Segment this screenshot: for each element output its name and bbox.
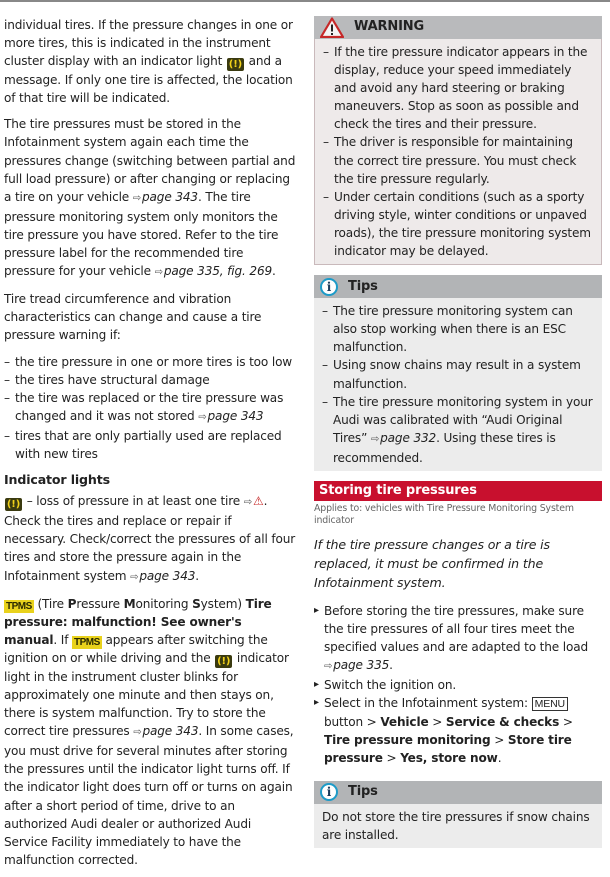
warning-header [314,16,602,39]
text: appears after switching the ignition on or while driving and the [4,632,268,665]
list-item: – The driver is responsible for maintaining the correct tire pressure. You must check the tire pressure regularly. [323,133,593,187]
separator: > [562,714,573,729]
text: Before storing the tire pressures, make sure the tire pressures of all four tires meet the specified values and are adapted to the load [324,603,588,655]
section-intro: If the tire pressure changes or a tire is replaced, it must be confirmed in the Infotainment system. [314,536,550,590]
arrow-right-icon: ⇨ [243,497,253,509]
menu-path-confirm: Yes, store now [400,750,498,765]
page-link[interactable]: page 343 [207,408,264,423]
page-link[interactable]: page 343 [139,568,196,583]
text: P [67,596,77,611]
menu-path-service: Service & checks [445,714,560,729]
list-item: – tires that are only partially used are replaced with new tires [4,427,296,463]
top-rule [0,0,610,2]
list-item [322,393,594,467]
text: . The tire pressure monitoring system only monitors the tire pressure you have stored. Refer to the tire pressure label for the recommended tire pressure for your vehicle [4,189,279,279]
text: . [195,568,199,583]
list-item [4,389,296,427]
text: . Check the tires and replace or repair if necessary. Check/correct the pressures of all four tires and store the pressure again in the Infotainment system [4,494,296,583]
text: . [389,658,393,673]
text: and a message. If only one tire is affected, the location of that tire will be indicated. [4,54,293,106]
tips-body: Do not store the tire pressures if snow chains are installed. [314,804,602,848]
tips-box [314,275,602,471]
warning-list [323,43,593,260]
page-link[interactable]: page 343 [142,724,199,739]
text: . Using these tires is recommended. [333,430,556,465]
page-link[interactable]: page 335, fig. 269 [163,264,273,279]
list-item: – If the tire pressure indicator appears in the display, reduce your speed immediately and avoid any hard steering or braking maneuvers. Stop as soon as possible and check the tires and their pressure. [323,43,593,133]
text: the tire was replaced or the tire pressure was changed and it was not stored [15,390,284,423]
menu-path-monitoring: Tire pressure monitoring [324,732,491,747]
menu-path-store: Store tire pressure [324,732,572,765]
step-item: ▸ Switch the ignition on. [314,676,602,694]
tips-box-2 [314,781,602,848]
tips-title: Tips [348,784,378,800]
tips-title: Tips [348,278,378,294]
warning-box [314,16,602,265]
paragraph-tread: Tire tread circumference and vibration characteristics can change and cause a tire pressure warning if: [4,292,262,343]
tire-pressure-light-icon: (!) [6,499,21,511]
applies-to-note: Applies to: vehicles with Tire Pressure Monitoring System indicator [314,502,574,526]
text: . [497,750,502,765]
text: Select in the Infotainment system: [324,696,528,711]
text: individual tires. If the pressure changes in one or more tires, this is indicated in the instrument cluster display with an indicator light [4,18,293,69]
paragraph-tpms-malfunction [4,595,296,869]
section-heading: Storing tire pressures [314,481,602,501]
tire-pressure-light-icon: (!) [217,655,231,667]
arrow-right-icon: ⇨ [370,433,380,445]
heading-indicator-lights: Indicator lights [4,472,110,488]
arrow-right-icon: ⇨ [133,727,142,739]
separator: > [494,732,505,747]
text: button > [324,714,377,729]
warning-triangle-icon [320,17,344,38]
list-item: – the tire pressure in one or more tires is too low [4,353,296,371]
tpms-badge-icon: TPMS [6,600,32,612]
warning-triangle-icon: ⚠ [253,494,264,509]
tire-pressure-light-icon: (!) [228,59,243,71]
tips-header [314,781,602,804]
step-item [314,602,602,676]
step-item [314,694,602,766]
arrow-right-icon: ⇨ [154,267,163,279]
warning-title: WARNING [354,19,425,35]
text: S [192,596,201,611]
conditions-list [4,353,296,464]
menu-button-key: MENU [532,697,568,711]
arrow-right-icon: ⇨ [130,571,139,583]
page-link[interactable]: page 335 [333,658,390,673]
tips-body [314,298,602,471]
tips-list [322,302,594,467]
text: onitoring [135,596,193,611]
list-item: – the tires have structural damage [4,371,296,389]
text: . In some cases, you must drive for several minutes after storing the pressures until the indicator light turns off. If the indicator light does turn off or turns on again after a short period of time, drive to an authorized Audi dealer or authorized Audi Service Facility immediately to have the malfunction corrected. [4,724,294,867]
warning-body [314,39,602,265]
info-icon: i [320,278,338,296]
text: ressure [76,596,124,611]
text: . If [53,632,69,647]
separator: > [386,750,397,765]
menu-path-vehicle: Vehicle [380,714,429,729]
tips-header [314,275,602,298]
steps-list [314,602,602,767]
list-item: – Using snow chains may result in a system malfunction. [322,356,594,392]
arrow-right-icon: ⇨ [132,192,142,204]
message-text: Tire pressure: malfunction! See owner's manual [4,596,272,647]
paragraph-light-loss [4,492,296,586]
paragraph-store-pressures [4,115,296,282]
page-link[interactable]: page 343 [142,189,198,204]
text: The tire pressures must be stored in the Infotainment system again each time the pressures change (switching between partial and full load pressure) or after changing or replacing a tire on your vehicle [4,117,296,204]
page-link[interactable]: page 332 [380,430,437,445]
text: – loss of pressure in at least one tire [26,494,241,509]
arrow-right-icon: ⇨ [198,411,207,423]
text: The tire pressure monitoring system in your Audi was calibrated with “Audi Original Tires” [333,394,593,445]
separator: > [432,714,443,729]
arrow-right-icon: ⇨ [324,661,333,673]
text: (Tire [37,596,68,611]
text: . [272,264,276,279]
text: M [123,596,136,611]
text: indicator light in the instrument cluster blinks for approximately one minute and then stays on, there is system malfunction. Try to store the correct tire pressures [4,650,289,739]
paragraph-indicator-intro [4,16,296,107]
left-column [4,16,296,877]
tpms-badge-icon: TPMS [74,636,100,648]
info-icon: i [320,783,338,801]
list-item: – Under certain conditions (such as a sporty driving style, winter conditions or unpaved roads), the tire pressure monitoring system indicator may be delayed. [323,188,593,260]
right-column [314,16,602,858]
list-item: – The tire pressure monitoring system can also stop working when there is an ESC malfunction. [322,302,594,356]
text: ystem) [200,596,246,611]
